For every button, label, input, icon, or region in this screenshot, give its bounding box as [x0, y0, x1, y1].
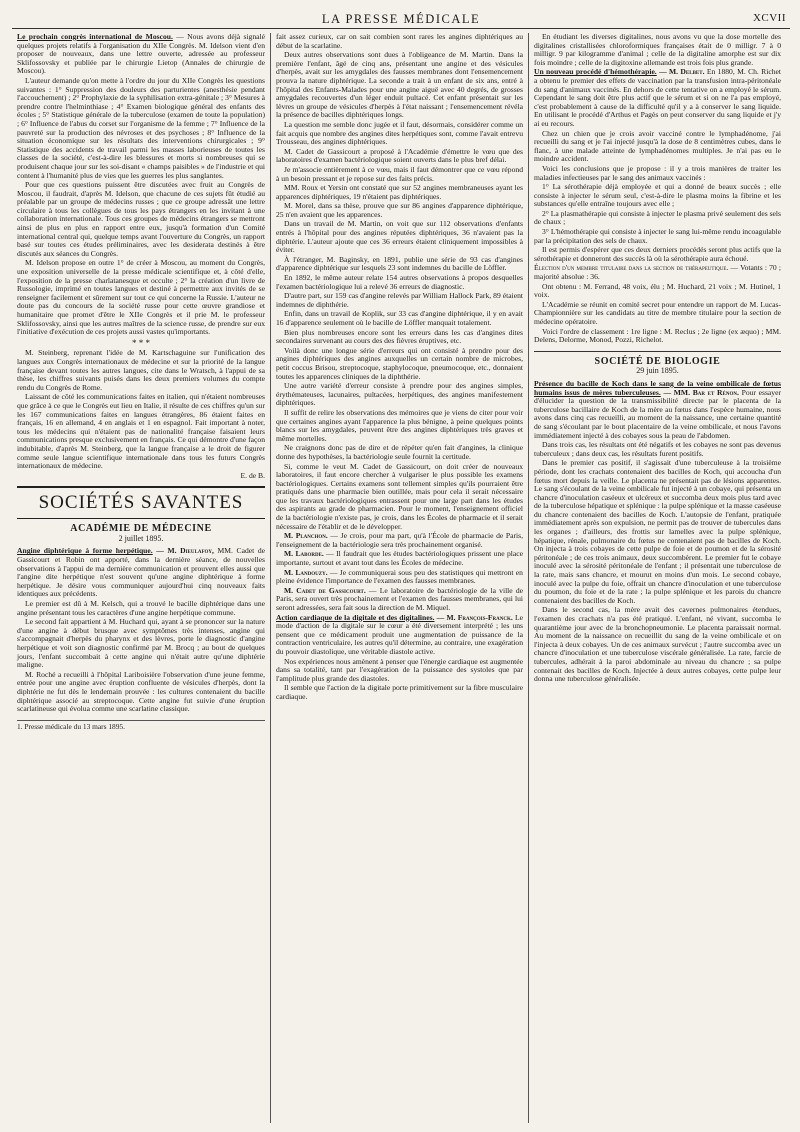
running-title: LA PRESSE MÉDICALE — [321, 12, 481, 26]
paragraph: Il semble que l'action de la digitale porte primitivement sur la fibre musculaire cardiaque. — [276, 683, 523, 701]
article-title: Angine diphtérique à forme herpétique. — [17, 546, 153, 556]
paragraph-text: Je communiquerai sous peu des statistiques qui mettront en pleine évidence l'importance de l'examen des fausses membranes. — [276, 567, 523, 586]
paragraph-text: — Votants : 70 ; majorité absolue : 36. — [534, 263, 781, 282]
paragraph: La question me semble donc jugée et il faut, désormais, considérer comme un fait acquis que nombre des angines dites herpétiques sont, comme l'avait entrevu Trousseau, des angines diphtériques. — [276, 119, 523, 147]
paragraph: Voilà donc une longue série d'erreurs qui ont consisté à prendre pour des angines diphtériques des angines auxquelles un certain nombre de microbes, petit coccus Brisou, streptocoque, staphylocoque, pneumocoque, etc., donnaient toutes les apparences cliniques de la diphthérie. — [276, 345, 523, 381]
paragraph: 1° La sérothérapie déjà employée et qui a donné de beaux succès ; elle consiste à injecter le sérum seul, c'est-à-dire le plasma moins la fibrine et les substances qu'elle entraîne toujours avec elle ; — [534, 182, 781, 209]
paragraph: D'autre part, sur 159 cas d'angine relevés par William Hallock Park, 89 étaient indemnes de diphthérie. — [276, 291, 523, 309]
paragraph: MM. Roux et Yersin ont constaté que sur 52 angines membraneuses ayant les apparences diphtériques, 19 n'étaient pas diphtériques. — [276, 183, 523, 201]
paragraph: Il suffit de relire les observations des mémoires que je viens de citer pour voir que certaines angines ayant l'apparence la plus bénigne, à peine quelques points blancs sur les amygdales, peuvent être des angines diphtériques très graves et même mortelles. — [276, 407, 523, 443]
paragraph: M. Landouzy. — Je communiquerai sous peu des statistiques qui mettront en pleine évidence l'importance de l'examen des fausses membranes. — [276, 567, 523, 586]
paragraph: Une autre variété d'erreur consiste à prendre pour des angines simples, érythémateuses, lacunaires, pultacées, herpétiques, des angines manifestement diphtériques. — [276, 381, 523, 408]
column-1 — [12, 33, 270, 1123]
paragraph — [534, 68, 781, 128]
paragraph: 3° L'hémothérapie qui consiste à injecter le sang lui-même rendu incoagulable par la précipitation des sels de chaux. — [534, 227, 781, 245]
article-title: Un nouveau procédé d'hémothérapie. — [534, 67, 657, 77]
paragraph-text: Le mode d'action de la digitale sur le cœur a été diversement interprété ; les uns pensent que ce médicament produit une augmentation de puissance de la contraction ventriculaire, les autres qu'il détermine, au contraire, une exagération du pouvoir diastolique, une véritable diastole active. — [276, 612, 523, 656]
paragraph: M. Cadet de Gassicourt. — Le laboratoire de bactériologie de la ville de Paris, sera ouvert très prochainement et l'examen des fausses membranes, qui lui seront adressées, sera fait sous la direction de M. Miquel. — [276, 585, 524, 612]
paragraph: L'Académie se réunit en comité secret pour entendre un rapport de M. Lucas-Championnière sur les candidats au titre de membre titulaire pour la section de médecine opératoire. — [534, 299, 781, 326]
paragraph: Le premier est dû à M. Kelsch, qui a trouvé le bacille diphtérique dans une angine présentant tous les caractères d'une angine herpétique commune. — [17, 599, 265, 617]
paragraph-text: Je crois, pour ma part, qu'à l'École de pharmacie de Paris, l'enseignement de la bactériologie sera très prochainement organisé. — [276, 531, 523, 549]
paragraph: Dans le premier cas positif, il s'agissait d'une tuberculeuse à la troisième période, dont les crachats contenaient des bacilles de Koch, qui accoucha d'un fœtus mort depuis la veille. Le placenta ne présentait pas de lésions apparentes. Le sang s'écoulant de la veine ombilicale fut injecté à un cobaye, qui présenta un chancre d'inoculation caséeux et ulcéreux et succomba deux mois plus tard avec de la tuberculose hépatique et splénique : la pulpe splénique et la masse caséeuse du chancre contenaient des bacilles de Koch. L'autopsie de l'enfant, pratiquée immédiatement après son expulsion, ne permit pas de trouver de tubercules dans les organes ; d'ailleurs, des frottis sur lamelles avec la pulpe splénique, hépatique, rénale, pulmonaire du fœtus ne contenaient pas de bacilles de Koch. On injecta à trois cobayes de cette pulpe de foie et de poumon et de la sérosité péritonéale ; de ces trois animaux, deux succombèrent. Le premier fut le cobaye inoculé avec la sérosité péritonéale de l'enfant ; il présentait une tuberculose de la rate, mais sans chancre, et mourut en moins d'un mois. Le second cobaye, inoculé avec la pulpe du foie, offrait un chancre d'inoculation et une tuberculose du poumon, du foie et de la rate ; la pulpe splénique et les parois du chancre contenaient des bacilles de Koch. — [534, 458, 781, 605]
election-title: Élection d'un membre titulaire dans la section de thérapeutique. — [534, 263, 729, 273]
separator-dots: * * * — [132, 337, 150, 348]
paragraph: Voici l'ordre de classement : 1re ligne : M. Reclus ; 2e ligne (ex æquo) ; MM. Delens, Delorme, Monod, Pozzi, Richelot. — [534, 326, 781, 345]
paragraph: Deux autres observations sont dues à l'obligeance de M. Martin. Dans la première l'enfant, âgé de cinq ans, présentant une angine et des vésicules d'herpès, avait sur les amygdales des fausses membranes dont l'ensemencement prouva la nature diphtérique. La seconde a trait à un enfant de six ans, entré à l'hôpital des Enfants-Malades pour une angine aiguë avec 40 degrés, de grosses amygdales recouvertes d'un léger enduit pultacé. Cet enfant présentait sur les lèvres un groupe de vésicules d'herpès à l'état naissant ; l'ensemencement révéla la présence de bacilles diphtériques longs. — [276, 50, 523, 120]
paragraph: Enfin, dans un travail de Koplik, sur 33 cas d'angine diphtérique, il y en avait 16 d'apparence seulement où le bacille de Löffler manquait totalement. — [276, 309, 523, 327]
paragraph: Bien plus nombreuses encore sont les erreurs dans les cas d'angines dites secondaires survenant au cours des des fièvres éruptives, etc. — [276, 327, 523, 346]
page-header — [12, 6, 790, 29]
paragraph: Chez un chien que je crois avoir vacciné contre le lymphadénome, j'ai recueilli du sang et je l'ai injecté jusqu'à la dose de 8 centimètres cubes, dans le flanc, à une malade atteinte de lymphadénomes multiples. Je n'ai pas eu le moindre accident. — [534, 128, 781, 164]
paragraph: Dans un travail de M. Martin, on voit que sur 112 observations d'enfants entrés à l'hôpital pour des angines réputées diphtériques, 36 n'avaient pas la diphtérie. L'auteur ajoute que ces 36 erreurs étaient cliniquement impossibles à éviter. — [276, 219, 523, 255]
paragraph: M. Cadet de Gassicourt a proposé à l'Académie d'émettre le vœu que des laboratoires d'examen bactériologique soient ouverts dans le plus bref délai. — [276, 146, 523, 165]
paragraph: Ne craignons donc pas de dire et de répéter qu'en fait d'angines, la clinique donne des hypothèses, la bactériologie seule fournit la certitude. — [276, 443, 523, 461]
paragraph-text: MM. Cadet de Gassicourt et Robin ont apporté, dans la dernière séance, de nouvelles observations à l'appui de ma dernière communication et prouvent elles aussi que l'angine dite herpétique n'est souvent qu'une angine diphtérique à forme herpétique. Je désire vous communiquer aujourd'hui cinq nouveaux faits identiques aux précédents. — [17, 546, 265, 599]
article-title: Présence du bacille de Koch dans le sang de la veine ombilicale de fœtus humains issus de mères tuberculeuses. — [534, 378, 781, 397]
paragraph: À l'étranger, M. Baginsky, en 1891, publie une série de 93 cas d'angines d'apparence diphtérique sur lesquels 23 sont indemnes du bacille de Löffler. — [276, 254, 523, 273]
paragraph: M. Steinberg, reprenant l'idée de M. Kartschaguine sur l'unification des langues aux Congrès internationaux de médecine et sur la priorité de la langue française devant toutes les autres langues, cite dans le Wratsch, à l'appui de sa thèse, les chiffres suivants puisés dans les deux premiers volumes du compte rendu du Congrès de Rome. — [17, 348, 265, 392]
paragraph: Pour que ces questions puissent être discutées avec fruit au Congrès de Moscou, il faudrait, d'après M. Idelson, que chacune de ces sujets fût étudié au préalable par un groupe de médecins russes ; que ce groupe adressât une lettre circulaire à tous les collègues de tous les pays étrangers en les invitant à une collaboration internationale. Tous ces groupes de médecins étrangers se mettront ainsi de plus en plus en rapport entre eux, jusqu'à formation d'un Comité international central qui, quelque temps avant l'ouverture du Congrès, un rapport basé sur toutes ces études préliminaires, avec les desiderata destinés à être discutés aux séances du Congrès. — [17, 180, 265, 258]
page-number: XCVII — [752, 12, 786, 24]
article-title: Le prochain congrès international de Moscou. — [17, 33, 173, 41]
paragraph: M. Idelson propose en outre 1° de créer à Moscou, au moment du Congrès, une exposition universelle de la presse médicale scientifique et, à côté d'elle, l'exposition de la presse charlatanesque et occulte ; 2° la création d'un livre de Russologie, imprimé en toutes langues et destiné à permettre aux invités de se renseigner facilement et sûrement sur tout ce qui concerne la Russie. L'auteur ne doute pas du concours de la société russe pour cette œuvre grandiose et humanitaire que promet d'être le XIIe Congrès et il prie M. le professeur Sklifossovsky, ainsi que les autres maîtres de la science russe, de prendre sur eux l'initiative d'exécution de ces projets aussi vastes qu'importants. — [17, 258, 265, 337]
article-title: Action cardiaque de la digitale et des digitalines. — [276, 612, 435, 622]
column-3 — [528, 33, 786, 1123]
section-date: 29 juin 1895. — [636, 366, 679, 376]
paragraph — [17, 547, 265, 599]
paragraph: M. Morel, dans sa thèse, prouve que sur 86 angines d'apparence diphtérique, 25 n'en avaient que les apparences. — [276, 201, 523, 219]
paragraph — [17, 33, 265, 76]
paragraph: Voici les conclusions que je propose : il y a trois manières de traiter les maladies infectieuses par le sang des animaux vaccinés : — [534, 163, 781, 182]
author: — M. Delbet. — [659, 67, 705, 77]
paragraph: Si, comme le veut M. Cadet de Gassicourt, on doit créer de nouveaux laboratoires, il faut encore chercher à vulgariser le plus possible les examens bactériologiques. Certains examens sont tellement simples qu'ils pourraient être pratiqués dans une pharmacie bien outillée, mais pour cela il serait nécessaire que les travaux bactériologiques entrassent pour une large part dans les études des aspirants au grade de pharmacien. Pour le moment, l'enseignement officiel de la bactériologie n'existe pas, je crois, dans les Écoles de pharmacie et il serait nécessaire de l'établir et de le développer. — [276, 461, 523, 531]
paragraph: Dans le second cas, la mère avait des cavernes pulmonaires étendues, l'examen des crachats n'a pas été pratiqué. L'enfant, né vivant, succomba le quarantième jour avec de la bronchopneumonie. Le placenta paraissait normal. Au moment de la naissance on recueillit du sang de la veine ombilicale et on l'injecta à deux cobayes. Un de ces animaux survécut ; l'autre succomba avec un chancre d'inoculation et une tuberculose viscérale généralisée. La rate, farcie de tubercules, adhérait à la paroi abdominale au niveau du chancre ; sa pulpe contenait des bacilles de Koch. Injectée à deux autres cobayes, cette pulpe leur donna une tuberculose généralisée. — [534, 605, 781, 684]
paragraph-text: Pour essayer d'élucider la question de la transmissibilité directe par le placenta de la tuberculose bacillaire de Koch de la mère au fœtus dans l'espèce humaine, nous avons dans cinq cas recueilli, au moment de la naissance, une certaine quantité de sang s'écoulant par le bout placentaire de la veine ombilicale, et nous l'avons immédiatement injecté à des cobayes sous la peau de l'abdomen. — [534, 387, 781, 440]
signature: E. de B. — [240, 470, 265, 480]
paragraph — [534, 380, 781, 440]
subsection-title: ACADÉMIE DE MÉDECINE — [70, 523, 212, 535]
paragraph: En étudiant les diverses digitalines, nous avons vu que la dose mortelle des digitalines cristallisées chloroformiques françaises était de 0 milligr. 7 à 0 milligr. 9 par kilogramme d'animal ; celle de la digitaline amorphe est sur dix fois moindre ; celle de la digitoxine allemande est trois fois plus grande. — [534, 33, 781, 67]
paragraph-text: — Nous avons déjà signalé quelques projets relatifs à l'organisation du XIIe Congrès. M. Idelson vient d'en proposer de nouveaux, dans une lettre ouverte, adressée au professeur Sklifossovsky et publiée par le chirurgie Lietop (Annales de chirurgie de Moscou). — [17, 33, 265, 76]
section-date: 2 juillet 1895. — [118, 533, 164, 543]
paragraph: M. Planchon. — Je crois, pour ma part, qu'à l'École de pharmacie de Paris, l'enseignement de la bactériologie sera très prochainement organisé. — [276, 531, 523, 549]
paragraph: Laissant de côté les communications faites en italien, qui n'étaient nombreuses que grâce à ce que le Congrès eut lieu en Italie, il résulte de ces chiffres qu'un sur les 167 communications faites en langues étrangères, 86 étaient faites en français, 16 en allemand, 4 en anglais et 1 en espagnol. Fait important à noter, tous les médecins qui n'étaient pas de nationalité française faisaient leurs communications presque exclusivement en français. Ce qui démontre d'une façon indubitable, d'après M. Steinberg, que la langue française a le droit de figurer comme seule langue scientifique internationale dans tous les futurs Congrès internationaux de médecine. — [17, 392, 265, 471]
author: — M. François-Franck. — [436, 612, 513, 622]
speaker: M. Planchon. — [284, 531, 328, 541]
paragraph: M. Roché a recueilli à l'hôpital Lariboisière l'observation d'une jeune femme, entrée pour une angine avec éruption confluente de vésicules d'herpès, dont la diphtérie ne fut dès le lendemain prouvée : les cultures contenaient du bacille diphtérique associé au streptocoque. Cette angine fut suivie d'une éruption scarlatineuse qui évolua comme une scarlatine classique. — [17, 669, 265, 714]
divider — [534, 351, 781, 352]
paragraph: Il est permis d'espérer que ces deux derniers procédés seront plus actifs que la sérothérapie et donneront des succès là où la sérothérapie aura échoué. — [534, 245, 781, 263]
paragraph: L'auteur demande qu'on mette à l'ordre du jour du XIIe Congrès les questions suivantes : 1° Suppression des douleurs des parturientes (anesthésie pendant l'accouchement) ; 2° Prophylaxie de la syphilisation extra-génitale ; 3° Mesures à prendre contre l'helminthiase ; 4° Examen biologique général des enfants des écoles ; 5° Statistique générale de la tuberculose (examen de toute la population) ; 6° Influence de l'abus du corset sur l'organisme de la femme ; 7° Influence de la pauvreté sur la production des névroses et des psychoses ; 8° Influence de la situation économique sur les résultats des interventions chirurgicales ; 9° Statistique des accidents de travail parmi les masses laborieuses de toutes les classes de la société, c'est-à-dire les blessures et morts si nombreuses qui se produisent chaque jour sur les soi-disant « champs paisibles » de l'industrie et qui content à l'humanité plus de vies que les guerres les plus sanglantes. — [17, 75, 265, 180]
speaker: M. Landouzy. — [284, 567, 328, 577]
paragraph: 2° La plasmathérapie qui consiste à injecter le plasma privé seulement des sels de chaux ; — [534, 208, 781, 227]
paragraph-text: En 1880, M. Ch. Richet a obtenu le premier des effets de vaccination par la transfusion intra-péritonéale du sang d'animaux vaccinés. En dehors de cette tentative on a employé le sérum. Cependant le sang doit être plus actif que le sérum et si on ne l'a pas employé, c'est probablement à cause de la difficulté qu'il y a à conserver le sang liquide. En utilisant le procédé d'Arthus et Pagès on peut conserver du sang liquide et j'y ai eu recours. — [534, 67, 782, 128]
subsection-title: SOCIÉTÉ DE BIOLOGIE — [594, 355, 721, 367]
paragraph-text: Le laboratoire de bactériologie de la ville de Paris, sera ouvert très prochainement et l'examen des fausses membranes, qui lui seront adressées, sera fait sous la direction de M. Miquel. — [276, 585, 524, 612]
paragraph: Ont obtenu : M. Ferrand, 48 voix, élu ; M. Huchard, 21 voix ; M. Hutinel, 1 voix. — [534, 281, 781, 300]
footnote: 1. Presse médicale du 13 mars 1895. — [17, 720, 265, 732]
speaker: M. Laborde. — [284, 549, 324, 559]
paragraph: fait assez curieux, car on sait combien sont rares les angines diphtériques au début de la scarlatine. — [276, 33, 523, 50]
paragraph: En 1892, le même auteur relate 154 autres observations à propos desquelles l'examen bactériologique lui a relevé 36 erreurs de diagnostic. — [276, 273, 523, 291]
paragraph — [534, 264, 781, 281]
paragraph: Je m'associe entièrement à ce vœu, mais il faut démontrer que ce vœu répond à un besoin pressant et je repose sur des faits précis. — [276, 164, 523, 183]
paragraph-text: Il faudrait que les études bactériologiques prissent une place importante, surtout et avant tout dans les Écoles de médecine. — [276, 549, 524, 568]
paragraph — [276, 614, 523, 657]
section-title: SOCIÉTÉS SAVANTES — [17, 486, 265, 519]
column-2 — [270, 33, 528, 1123]
author: — M. Dieulafoy, — [156, 546, 214, 556]
columns — [12, 33, 790, 1123]
paragraph: Nos expériences nous amènent à penser que l'énergie cardiaque est augmentée dans sa totalité, tant par l'exagération de la puissance des systoles que par l'amplitude plus grande des diastoles. — [276, 656, 523, 683]
paragraph: Dans trois cas, les résultats ont été négatifs et les cobayes ne sont pas devenus tuberculeux ; dans deux cas, les résultats furent positifs. — [534, 440, 781, 458]
paragraph: M. Laborde. — Il faudrait que les études bactériologiques prissent une place importante, surtout et avant tout dans les Écoles de médecine. — [276, 549, 524, 568]
speaker: M. Cadet de Gassicourt. — [284, 585, 366, 595]
author: — MM. Bar et Rénon. — [663, 387, 739, 397]
paragraph: Le second fait appartient à M. Huchard qui, ayant à se prononcer sur la nature d'une angine à début brusque avec symptômes très intenses, angine qui s'accompagnait d'herpès du pharynx et des lèvres, porte le diagnostic d'angine herpétique et voit son diagnostic confirmé par M. Brocq ; au bout de quelques jours, l'enfant succombait à cette angine qui n'était autre qu'une diphtérie maligne. — [17, 617, 265, 670]
